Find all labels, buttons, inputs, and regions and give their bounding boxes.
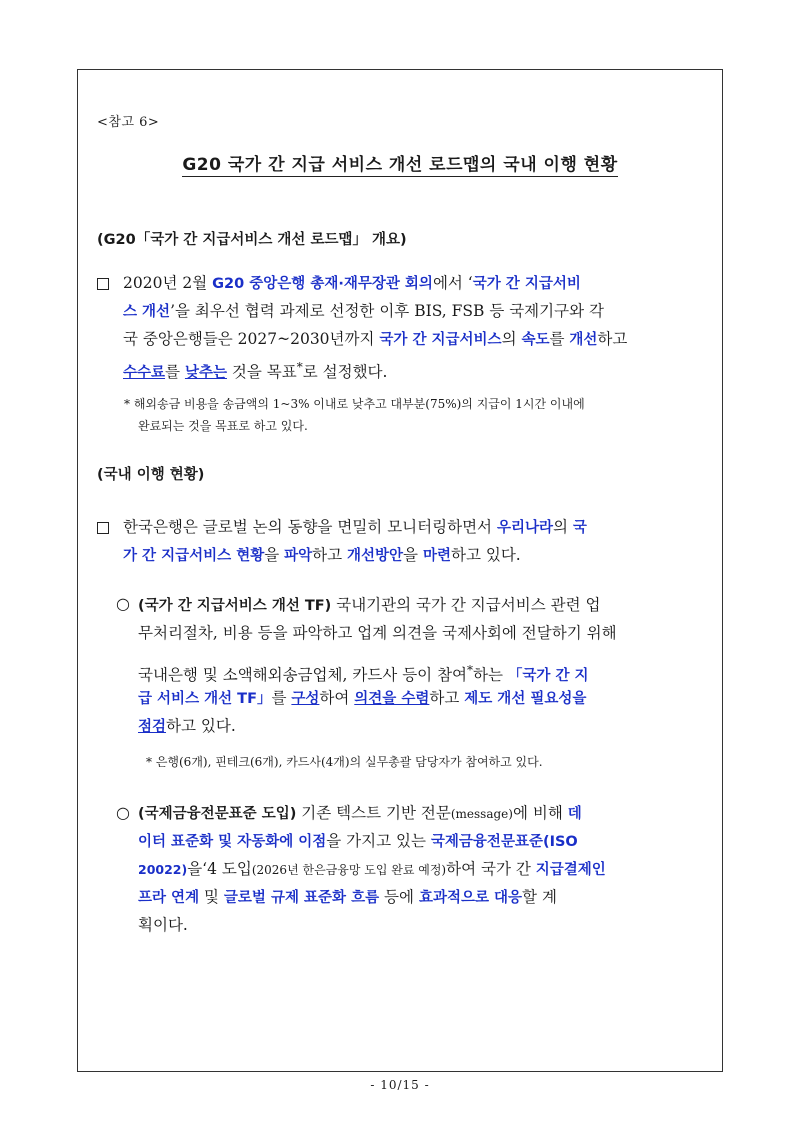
overview-line-2: 스 개선’을 최우선 협력 과제로 선정한 이후 BIS, FSB 등 국제기구와 각 bbox=[123, 302, 604, 320]
tf-line-3: 국내은행 및 소액해외송금업체, 카드사 등이 참여*하는 「국가 간 지 bbox=[138, 663, 589, 685]
tf-line-4: 급 서비스 개선 TF」를 구성하여 의견을 수렴하고 제도 개선 필요성을 bbox=[138, 689, 587, 707]
overview-line-3: 국 중앙은행들은 2027~2030년까지 국가 간 지급서비스의 속도를 개선하고 bbox=[123, 330, 628, 348]
overview-line-4: 수수료를 낮추는 것을 목표*로 설정했다. bbox=[123, 360, 388, 382]
iso-line-1: (국제금융전문표준 도입) 기존 텍스트 기반 전문(message)에 비해 데 bbox=[138, 804, 582, 822]
footnote-line-2: 완료되는 것을 목표로 하고 있다. bbox=[138, 419, 308, 433]
tf-line-5: 점검하고 있다. bbox=[138, 717, 236, 735]
tf-line-1: (국가 간 지급서비스 개선 TF) 국내기관의 국가 간 지급서비스 관련 업 bbox=[138, 596, 601, 614]
status-line-2: 가 간 지급서비스 현황을 파악하고 개선방안을 마련하고 있다. bbox=[123, 546, 521, 564]
iso-line-2: 이터 표준화 및 자동화에 이점을 가지고 있는 국제금융전문표준(ISO bbox=[138, 832, 578, 850]
status-line-1: 한국은행은 글로벌 논의 동향을 면밀히 모니터링하면서 우리나라의 국 bbox=[123, 518, 587, 536]
page-title: G20 국가 간 지급 서비스 개선 로드맵의 국내 이행 현황 bbox=[182, 155, 618, 175]
checkbox-bullet-icon bbox=[97, 278, 109, 290]
iso-line-3: 20022)을‘4 도입(2026년 한은금융망 도입 완료 예정)하여 국가 간 지급결제인 bbox=[138, 860, 606, 878]
circle-bullet-icon: ○ bbox=[116, 594, 130, 613]
checkbox-bullet-icon bbox=[97, 522, 109, 534]
section-heading-overview: (G20「국가 간 지급서비스 개선 로드맵」 개요) bbox=[97, 232, 407, 248]
iso-line-4: 프라 연계 및 글로벌 규제 표준화 흐름 등에 효과적으로 대응할 계 bbox=[138, 888, 557, 906]
circle-bullet-icon: ○ bbox=[116, 803, 130, 822]
section-heading-status: (국내 이행 현황) bbox=[97, 467, 205, 483]
iso-line-5: 획이다. bbox=[138, 916, 188, 934]
page-number: - 10/15 - bbox=[370, 1078, 430, 1092]
overview-line-1: 2020년 2월 G20 중앙은행 총재·재무장관 회의에서 ‘국가 간 지급서비 bbox=[123, 274, 581, 292]
footnote-line-1: * 해외송금 비용을 송금액의 1~3% 이내로 낮추고 대부분(75%)의 지급이 1시간 이내에 bbox=[124, 397, 585, 411]
tf-line-2: 무처리절차, 비용 등을 파악하고 업계 의견을 국제사회에 전달하기 위해 bbox=[138, 624, 617, 642]
tf-footnote: * 은행(6개), 핀테크(6개), 카드사(4개)의 실무총괄 담당자가 참여하고 있다. bbox=[146, 755, 543, 769]
reference-label: <참고 6> bbox=[97, 115, 160, 130]
